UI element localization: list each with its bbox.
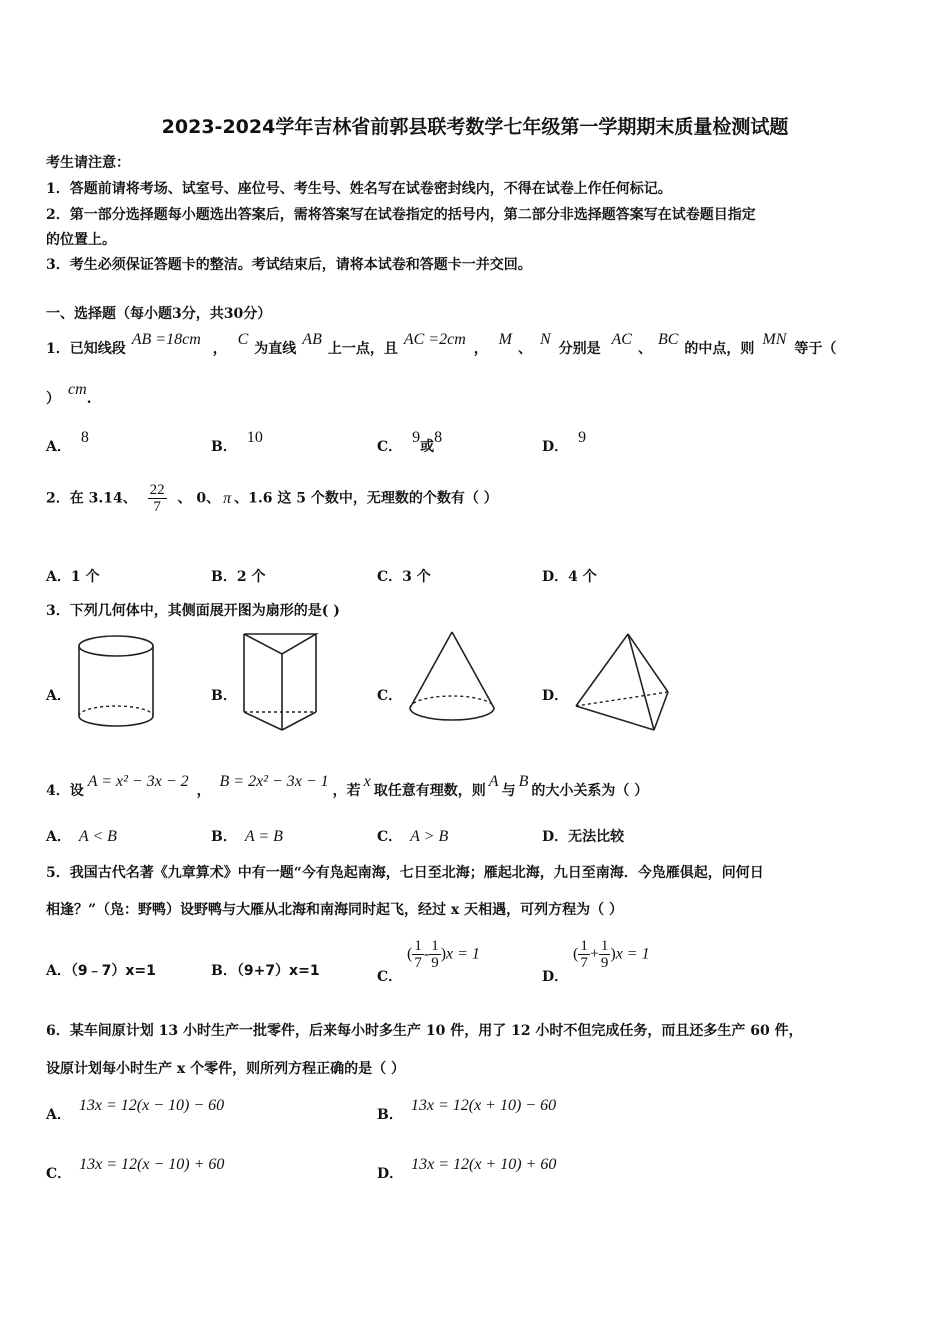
q4-option-c[interactable]: C． A > B [377,828,449,845]
q5-option-a[interactable]: A．（9﹣7）x=1 [46,963,156,979]
question-4: 4．设A = x² − 3x − 2， B = 2x² − 3x − 1，若x取任意有理数，则A与B的大小关系为（ ） [46,773,649,799]
question-3: 3．下列几何体中，其侧面展开图为扇形的是( ) [46,603,340,619]
question-6: 6．某车间原计划 13 小时生产一批零件，后来每小时多生产 10 件，用了 12 小时不但完成任务，而且还多生产 60 件， [46,1023,803,1039]
q2-option-b[interactable]: B．2 个 [211,569,266,585]
question-5: 5．我国古代名著《九章算术》中有一题“今有凫起南海，七日至北海；雁起北海，九日至南海．今凫雁俱起，问何日 [46,865,764,881]
question-1-cont: ）cm. [46,381,92,407]
q6-option-a[interactable]: A．13x = 12(x − 10) − 60 [46,1097,225,1123]
q1-option-c[interactable]: C．9或8 [377,429,443,455]
q6-option-c[interactable]: C．13x = 12(x − 10) + 60 [46,1156,225,1182]
q4-option-d[interactable]: D．无法比较 [542,829,625,845]
q3-option-c[interactable]: C． [377,688,403,704]
q2-option-d[interactable]: D．4 个 [542,569,597,585]
q5-option-c[interactable]: C． ( $\frac{1}{7}$ - $\frac{1}{9}$ )x = 1 [377,938,480,985]
cone-icon[interactable] [406,628,498,732]
page-title: 2023-2024学年吉林省前郭县联考数学七年级第一学期期末质量检测试题 [161,116,789,138]
question-2: 2．在 3.14、 $\frac{22}{7}$ 、 0、 π 、1.6 这 5 个数中，无理数的个数有（ ） [46,482,498,515]
q6-option-d[interactable]: D．13x = 12(x + 10) + 60 [377,1156,557,1182]
section-heading: 一、选择题（每小题3分，共30分） [46,306,272,322]
cylinder-icon[interactable] [74,632,158,732]
q3-option-d[interactable]: D． [542,688,569,704]
notice-item: 1．答题前请将考场、试室号、座位号、考生号、姓名写在试卷密封线内，不得在试卷上作任何标记。 [46,181,672,197]
triangular-prism-icon[interactable] [240,630,324,734]
notice-heading: 考生请注意： [46,155,130,171]
notice-item: 3．考生必须保证答题卡的整洁。考试结束后，请将本试卷和答题卡一并交回。 [46,257,532,273]
q5-option-d[interactable]: D． ( $\frac{1}{7}$ + $\frac{1}{9}$ )x = 1 [542,938,650,985]
q4-option-b[interactable]: B． A = B [211,828,283,845]
q1-option-b[interactable]: B．10 [211,429,263,455]
q2-option-c[interactable]: C．3 个 [377,569,431,585]
question-5-cont: 相逢？”（凫：野鸭）设野鸭与大雁从北海和南海同时起飞，经过 x 天相遇，可列方程为（ ） [46,902,624,918]
notice-item: 的位置上。 [46,232,116,248]
triangular-pyramid-icon[interactable] [570,630,674,734]
q1-option-d[interactable]: D．9 [542,429,587,455]
question-6-cont: 设原计划每小时生产 x 个零件，则所列方程正确的是（ ） [46,1061,405,1077]
q4-option-a[interactable]: A． A < B [46,828,117,845]
q6-option-b[interactable]: B．13x = 12(x + 10) − 60 [377,1097,557,1123]
q3-option-b[interactable]: B． [211,688,237,704]
notice-item: 2．第一部分选择题每小题选出答案后，需将答案写在试卷指定的括号内，第二部分非选择题答案写在试卷题目指定 [46,207,756,223]
question-1: 1．已知线段AB =18cm， C为直线AB上一点，且AC =2cm， M、N分别是 AC、BC的中点，则MN等于（ [46,331,837,357]
q5-option-b[interactable]: B．（9+7）x=1 [211,963,320,979]
q2-option-a[interactable]: A．1 个 [46,569,100,585]
q1-option-a[interactable]: A．8 [46,429,89,455]
q3-option-a[interactable]: A． [46,688,71,704]
